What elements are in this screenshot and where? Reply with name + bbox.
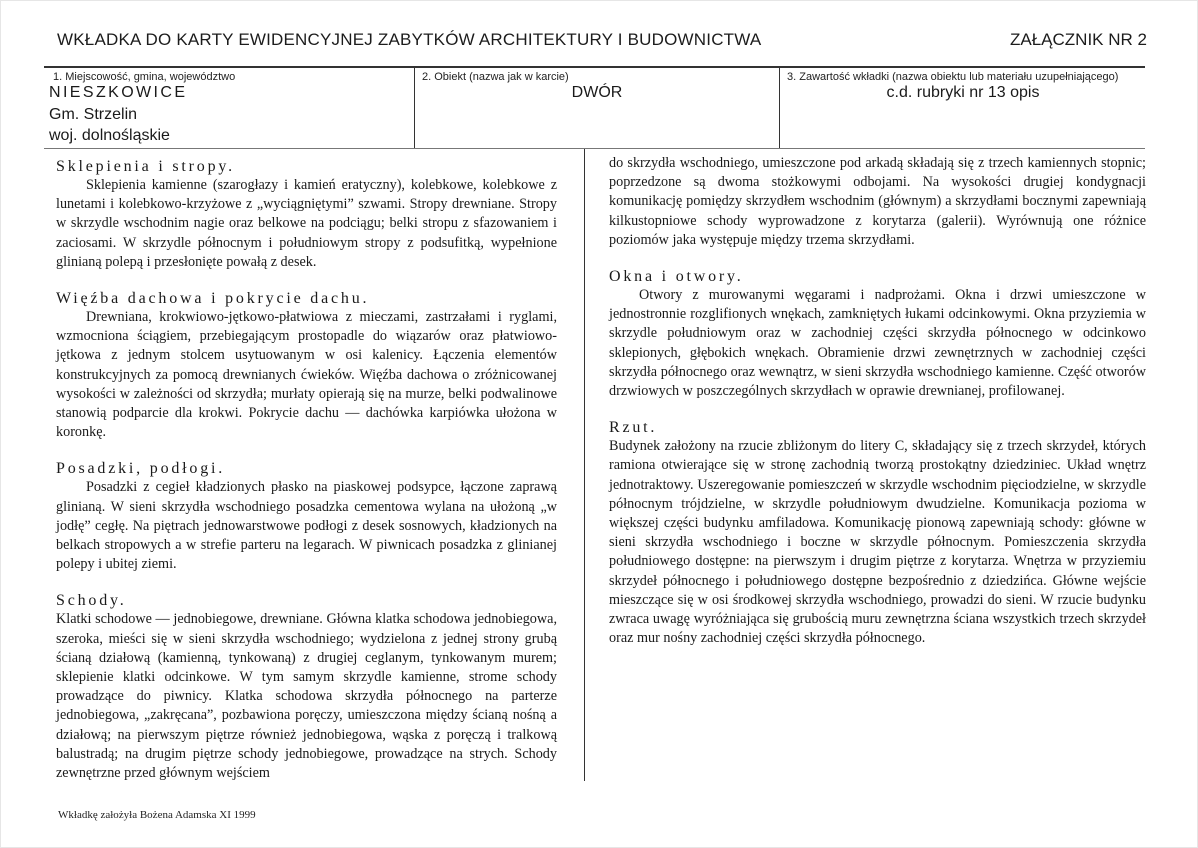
section-heading-vaults: Sklepienia i stropy. bbox=[56, 158, 235, 175]
content-label: 3. Zawartość wkładki (nazwa obiektu lub materiału uzupełniającego) bbox=[787, 71, 1119, 83]
document-header bbox=[0, 30, 1198, 54]
location-label: 1. Miejscowość, gmina, województwo bbox=[53, 71, 236, 83]
horizontal-divider bbox=[44, 148, 1145, 149]
object-cell bbox=[414, 68, 779, 149]
section-text-floors: Posadzki z cegieł kładzionych płasko na piaskowej podsypce, łączone zaprawą glinianą. W sieni skrzydła wschodniego posadzka cementowa wylana na ułożoną „w jodłę” cegłę. Na piętrach jednowarstwowe podłogi z desek sosnowych, kładzionych na belkach stropowych a w strefie parteru na legarach. W piwnicach posadzka z glinianej polepy i ubitej ziemi. bbox=[56, 479, 557, 573]
section-text-roof: Drewniana, krokwiowo-jętkowo-płatwiowa z mieczami, zastrzałami i ryglami, wzmocniona ściągiem, przebiegającym prostopadle do wiązarów oraz płatwiowo-jętkowa z jednym stolcem usytuowanym w osi kalenicy. Łączenia elementów konstrukcyjnych za pomocą drewnianych ćwieków. Więźba dachowa o zróżnicowanej wysokości w zależności od skrzydła; murłaty opierają się na murze, belki podwalinowe stanowią podparcie dla krokwi. Pokrycie dachu — dachówka karpiówka ułożona w koronkę. bbox=[56, 309, 557, 441]
location-town: NIESZKOWICE bbox=[49, 84, 188, 101]
location-cell bbox=[44, 68, 411, 149]
column-divider bbox=[584, 149, 585, 781]
content-value: c.d. rubryki nr 13 opis bbox=[886, 84, 1040, 101]
location-commune: Gm. Strzelin bbox=[49, 106, 138, 123]
section-heading-floors: Posadzki, podłogi. bbox=[56, 460, 226, 478]
author-note: Wkładkę założyła Bożena Adamska XI 1999 bbox=[58, 809, 256, 821]
identification-table bbox=[44, 66, 1145, 149]
section-heading-windows: Okna i otwory. bbox=[609, 268, 744, 286]
right-column bbox=[609, 154, 1146, 648]
section-heading-stairs: Schody. bbox=[56, 592, 127, 610]
annex-number: ZAŁĄCZNIK NR 2 bbox=[1010, 30, 1147, 49]
section-text-plan: Budynek założony na rzucie zbliżonym do litery C, składający się z trzech skrzydeł, których ramiona otwierające się w stronę zachodnią tworzą prostokątny dziedziniec. Układ wnętrz jednotraktowy. Uszeregowanie pomieszczeń w skrzydle wschodnim pięciodzielne, w skrzydle północnym trójdzielne, w skrzydle południowym dwudzielne. Komunikacja pozioma w większej części budynku amfiladowa. Komunikację pionową zapewniają schody: główne w sieni skrzydła wschodniego i boczne w skrzydle północnym. Pomieszczenia skrzydła południowego dostępne: na pierwszym i drugim piętrze z korytarza. Wnętrza w przyziemiu skrzydeł północnego i południowego dostępne bezpośrednio z dziedzińca. Główne wejście mieszczące się w osi środkowej skrzydła wschodniego, prowadzi do sieni. W rzucie budynku zwraca uwagę wyróżniająca się grubością muru zewnętrzna ściana wszystkich trzech skrzydeł oraz mur nośny zachodniej części skrzydła północnego. bbox=[609, 438, 1146, 647]
section-text-stairs-continued: do skrzydła wschodniego, umieszczone pod arkadą składają się z trzech kamiennych stopnic; poprzedzone są dwoma stożkowymi odbojami. Na wysokości drugiej kondygnacji komunikację pomiędzy skrzydłem wschodnim (głównym) a skrzydłami bocznymi zapewniają kilkustopniowe schody wyprowadzone z korytarza (galerii). Wyrównują one różnice poziomów jaka występuje między trzema skrzydłami. bbox=[609, 155, 1146, 248]
location-voivodeship: woj. dolnośląskie bbox=[49, 127, 170, 144]
object-value: DWÓR bbox=[571, 84, 623, 101]
left-column bbox=[56, 157, 557, 783]
section-text-windows: Otwory z murowanymi węgarami i nadprożami. Okna i drzwi umieszczone w jednostronnie rozglifionych wnękach, zamkniętych łukami odcinkowymi. Okna przyziemia w skrzydle południowym oraz w zachodniej części skrzydła północnego w odcinkowo sklepionych, głębokich wnękach. Obramienie drzwi zewnętrznych w zachodniej części skrzydła północnego oraz wewnątrz, w sieni skrzydła wschodniego kamienne. Część otworów drzwiowych w poszczególnych skrzydłach w oprawie drewnianej, profilowanej. bbox=[609, 287, 1146, 400]
section-text-vaults: Sklepienia kamienne (szarogłazy i kamień eratyczny), kolebkowe, kolebkowe z lunetami i kolebkowo-krzyżowe z „wyciągniętymi” szwami. Stropy drewniane. Stropy w skrzydle wschodnim nagie oraz belkowe na podciągu; belki stropu z sfazowaniem i zaciosami. W skrzydle północnym i południowym stropy z podsufitką, wypełnione glinianą polepą i przesłonięte powałą z desek. bbox=[56, 177, 557, 270]
document-title: WKŁADKA DO KARTY EWIDENCYJNEJ ZABYTKÓW ARCHITEKTURY I BUDOWNICTWA bbox=[57, 30, 762, 49]
section-heading-roof: Więźba dachowa i pokrycie dachu. bbox=[56, 290, 370, 308]
content-cell bbox=[779, 68, 1146, 149]
section-text-stairs: Klatki schodowe — jednobiegowe, drewniane. Główna klatka schodowa jednobiegowa, szeroka, mieści się w sieni skrzydła wschodniego; wydzielona z jednej strony grubą ścianą działową (kamienną, tynkowaną) z drugiej ceglanym, tynkowanym murem; sklepienie klatki odcinkowe. W tym samym skrzydle kamienne, strome schody prowadzące do piwnicy. Klatka schodowa skrzydła północnego na parterze jednobiegowa, „zakręcana”, pozbawiona poręczy, umieszczona między ścianą nośną a działową; na pierwszym piętrze również jednobiegowa, wąska z poręczą i tralkową balustradą; na drugim piętrze schody jednobiegowe, prowadzące na strych. Schody zewnętrzne przed głównym wejściem bbox=[56, 611, 557, 782]
object-label: 2. Obiekt (nazwa jak w karcie) bbox=[422, 71, 569, 83]
section-heading-plan: Rzut. bbox=[609, 419, 658, 437]
